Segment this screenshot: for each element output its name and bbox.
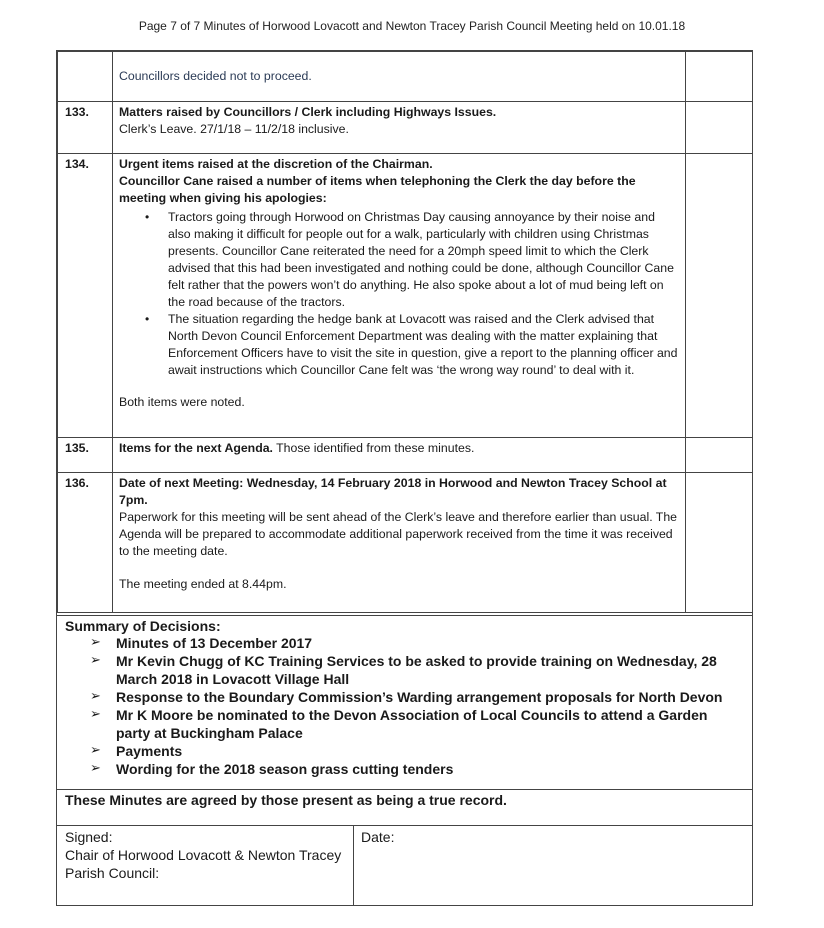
date-label: Date: (361, 829, 395, 845)
item-number (58, 52, 113, 102)
page-header: Page 7 of 7 Minutes of Horwood Lovacott and Newton Tracey Parish Council Meeting held on 10.01.18 (138, 19, 686, 33)
item-content (113, 154, 686, 438)
arrow-bullet-icon: ➢ (90, 760, 101, 775)
item-title: Date of next Meeting: Wednesday, 14 February 2018 in Horwood and Newton Tracey School at 7pm. (119, 476, 667, 507)
summary-title: Summary of Decisions: (65, 618, 221, 634)
bullet-list (119, 209, 679, 379)
action-cell (686, 102, 753, 154)
list-item: ➢ Mr Kevin Chugg of KC Training Services to be asked to provide training on Wednesday, 28 March 2018 in Lovacott Village Hall (90, 652, 717, 687)
signature-cell (65, 828, 345, 882)
arrow-bullet-icon: ➢ (90, 652, 101, 667)
arrow-bullet-icon: ➢ (90, 706, 101, 721)
list-item: ➢ Response to the Boundary Commission’s Warding arrangement proposals for North Devon (90, 688, 723, 705)
item-subtitle: Councillor Cane raised a number of items when telephoning the Clerk the day before the meeting when giving his apologies: (119, 174, 636, 205)
chair-label: Chair of Horwood Lovacott & Newton Tracey Parish Council: (65, 847, 342, 881)
action-cell (686, 52, 753, 102)
item-number: 134. (58, 154, 113, 438)
list-item: ➢ Wording for the 2018 season grass cutting tenders (90, 760, 454, 777)
list-item: • Tractors going through Horwood on Christmas Day causing annoyance by their noise and also making it difficult for people out for a walk, particularly with children using Christmas presents. Councillor Cane reiterated the need for a 20mph speed limit to which the Clerk advised that this had been investigated and nothing could be done, although Councillor Cane felt rather that the powers won’t do anything. He also spoke about a lot of mud being left on the road because of the tractors. (168, 209, 679, 311)
meeting-ended: The meeting ended at 8.44pm. (119, 577, 287, 591)
arrow-bullet-icon: ➢ (90, 688, 101, 703)
table-row (58, 154, 753, 438)
item-number: 135. (58, 438, 113, 473)
item-text: Clerk’s Leave. 27/1/18 – 11/2/18 inclusive. (119, 122, 349, 136)
table-row (58, 473, 753, 613)
decision-list (90, 634, 740, 778)
item-text: Paperwork for this meeting will be sent ahead of the Clerk’s leave and therefore earlier than usual. The Agenda will be prepared to accommodate additional paperwork received from the time it was received to the meeting date. (119, 510, 678, 558)
item-note: Both items were noted. (119, 395, 245, 409)
list-item: ➢ Minutes of 13 December 2017 (90, 634, 313, 651)
action-cell (686, 438, 753, 473)
action-cell (686, 154, 753, 438)
item-text: Those identified from these minutes. (276, 441, 475, 455)
item-content (113, 473, 686, 613)
date-cell (361, 828, 394, 846)
list-item: ➢ Payments (90, 742, 183, 759)
table-row (58, 438, 753, 473)
signed-label: Signed: (65, 829, 113, 845)
signature-block (57, 825, 752, 905)
column-divider (353, 826, 354, 905)
item-content (113, 102, 686, 154)
arrow-bullet-icon: ➢ (90, 634, 101, 649)
item-title: Urgent items raised at the discretion of the Chairman. (119, 157, 433, 171)
list-item: ➢ Mr K Moore be nominated to the Devon Association of Local Councils to attend a Garden party at Buckingham Palace (90, 706, 708, 741)
item-text: Councillors decided not to proceed. (119, 69, 312, 83)
table-row (58, 52, 753, 102)
agreement-statement: These Minutes are agreed by those present as being a true record. (65, 792, 507, 808)
item-number: 136. (58, 473, 113, 613)
minutes-table (57, 51, 753, 613)
item-title: Items for the next Agenda. (119, 441, 273, 455)
action-cell (686, 473, 753, 613)
arrow-bullet-icon: ➢ (90, 742, 101, 757)
item-number: 133. (58, 102, 113, 154)
item-content (113, 52, 686, 102)
table-row (58, 102, 753, 154)
list-item: • The situation regarding the hedge bank at Lovacott was raised and the Clerk advised that North Devon Council Enforcement Department was dealing with the matter explaining that Enforcement Officers have to visit the site in question, give a report to the planning officer and await instructions which Councillor Cane felt was ‘the wrong way round’ to deal with it. (168, 311, 679, 379)
item-content (113, 438, 686, 473)
item-title: Matters raised by Councillors / Clerk including Highways Issues. (119, 105, 497, 119)
minutes-page (56, 50, 753, 906)
summary-of-decisions (57, 615, 752, 790)
